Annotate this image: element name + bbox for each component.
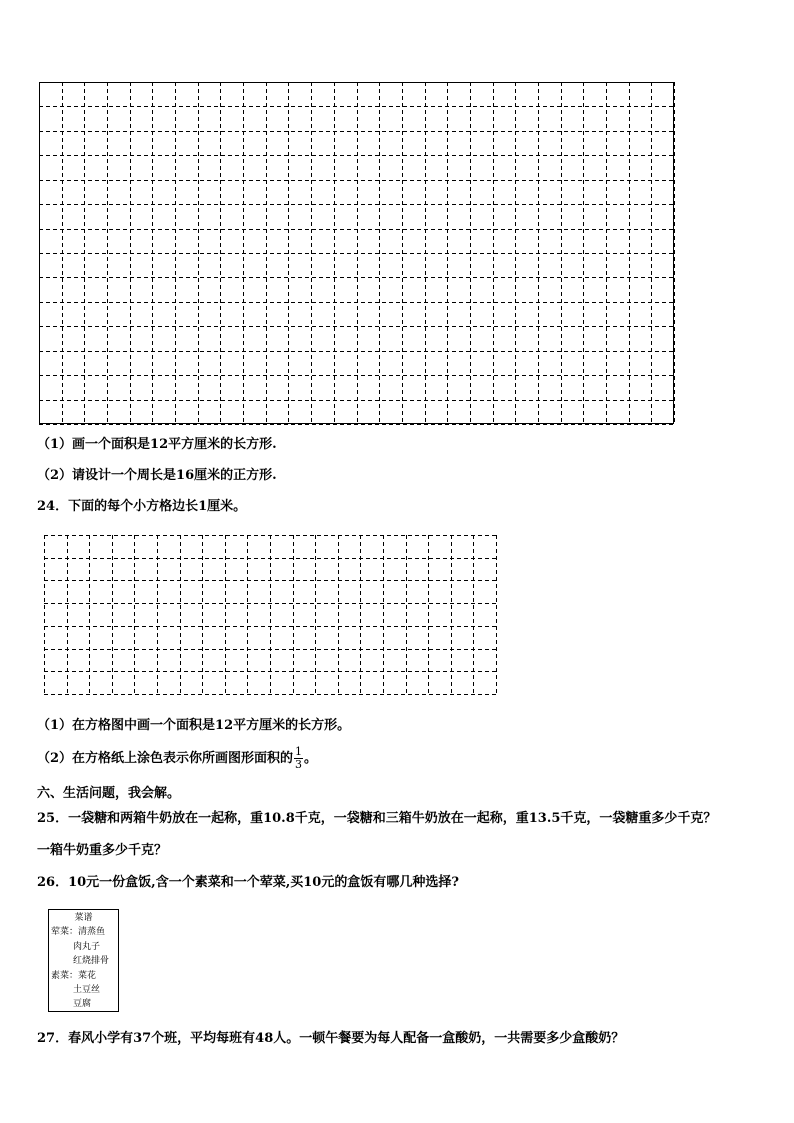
q23-part1: （1）画一个面积是12平方厘米的长方形. bbox=[37, 437, 277, 452]
q23-part2: （2）请设计一个周长是16厘米的正方形. bbox=[37, 468, 277, 483]
menu-veg-item: 豆腐 bbox=[73, 999, 92, 1010]
small-grid-svg bbox=[44, 535, 497, 695]
large-grid-svg bbox=[39, 82, 675, 425]
q24-part2 bbox=[37, 744, 317, 774]
menu-veg-label: 素菜：菜花 bbox=[51, 970, 97, 981]
q24-title: 24．下面的每个小方格边长1厘米。 bbox=[37, 499, 247, 514]
menu-meat-item: 肉丸子 bbox=[73, 941, 101, 952]
q26-title: 26．10元一份盒饭,含一个素菜和一个荤菜,买10元的盒饭有哪几种选择? bbox=[37, 875, 459, 890]
q27-text: 27．春风小学有37个班，平均每班有48人。一顿午餐要为每人配备一盒酸奶，一共需要多少盒酸奶？ bbox=[37, 1031, 625, 1046]
small-square-grid bbox=[44, 535, 497, 695]
menu-meat-item: 红烧排骨 bbox=[73, 956, 110, 967]
menu-box bbox=[48, 909, 119, 1012]
section6-title: 六、生活问题，我会解。 bbox=[37, 786, 181, 801]
fraction-denominator: 3 bbox=[295, 758, 303, 771]
q24-part2-prefix: （2）在方格纸上涂色表示你所画图形面积的 bbox=[37, 751, 294, 766]
q25-line1: 25．一袋糖和两箱牛奶放在一起称，重10.8千克，一袋糖和三箱牛奶放在一起称，重13.5千克，一袋糖重多少千克？ bbox=[37, 811, 717, 826]
menu-title: 菜谱 bbox=[74, 913, 93, 923]
menu-meat-label: 荤菜：清蒸鱼 bbox=[51, 927, 106, 938]
q25-line2: 一箱牛奶重多少千克？ bbox=[37, 843, 168, 858]
q24-part2-suffix: 。 bbox=[304, 751, 318, 766]
menu-veg-item: 土豆丝 bbox=[73, 985, 101, 996]
fraction-numerator: 1 bbox=[295, 745, 303, 758]
q24-part1: （1）在方格图中画一个面积是12平方厘米的长方形。 bbox=[37, 718, 351, 733]
one-third-fraction bbox=[294, 746, 303, 771]
large-square-grid bbox=[39, 82, 675, 425]
